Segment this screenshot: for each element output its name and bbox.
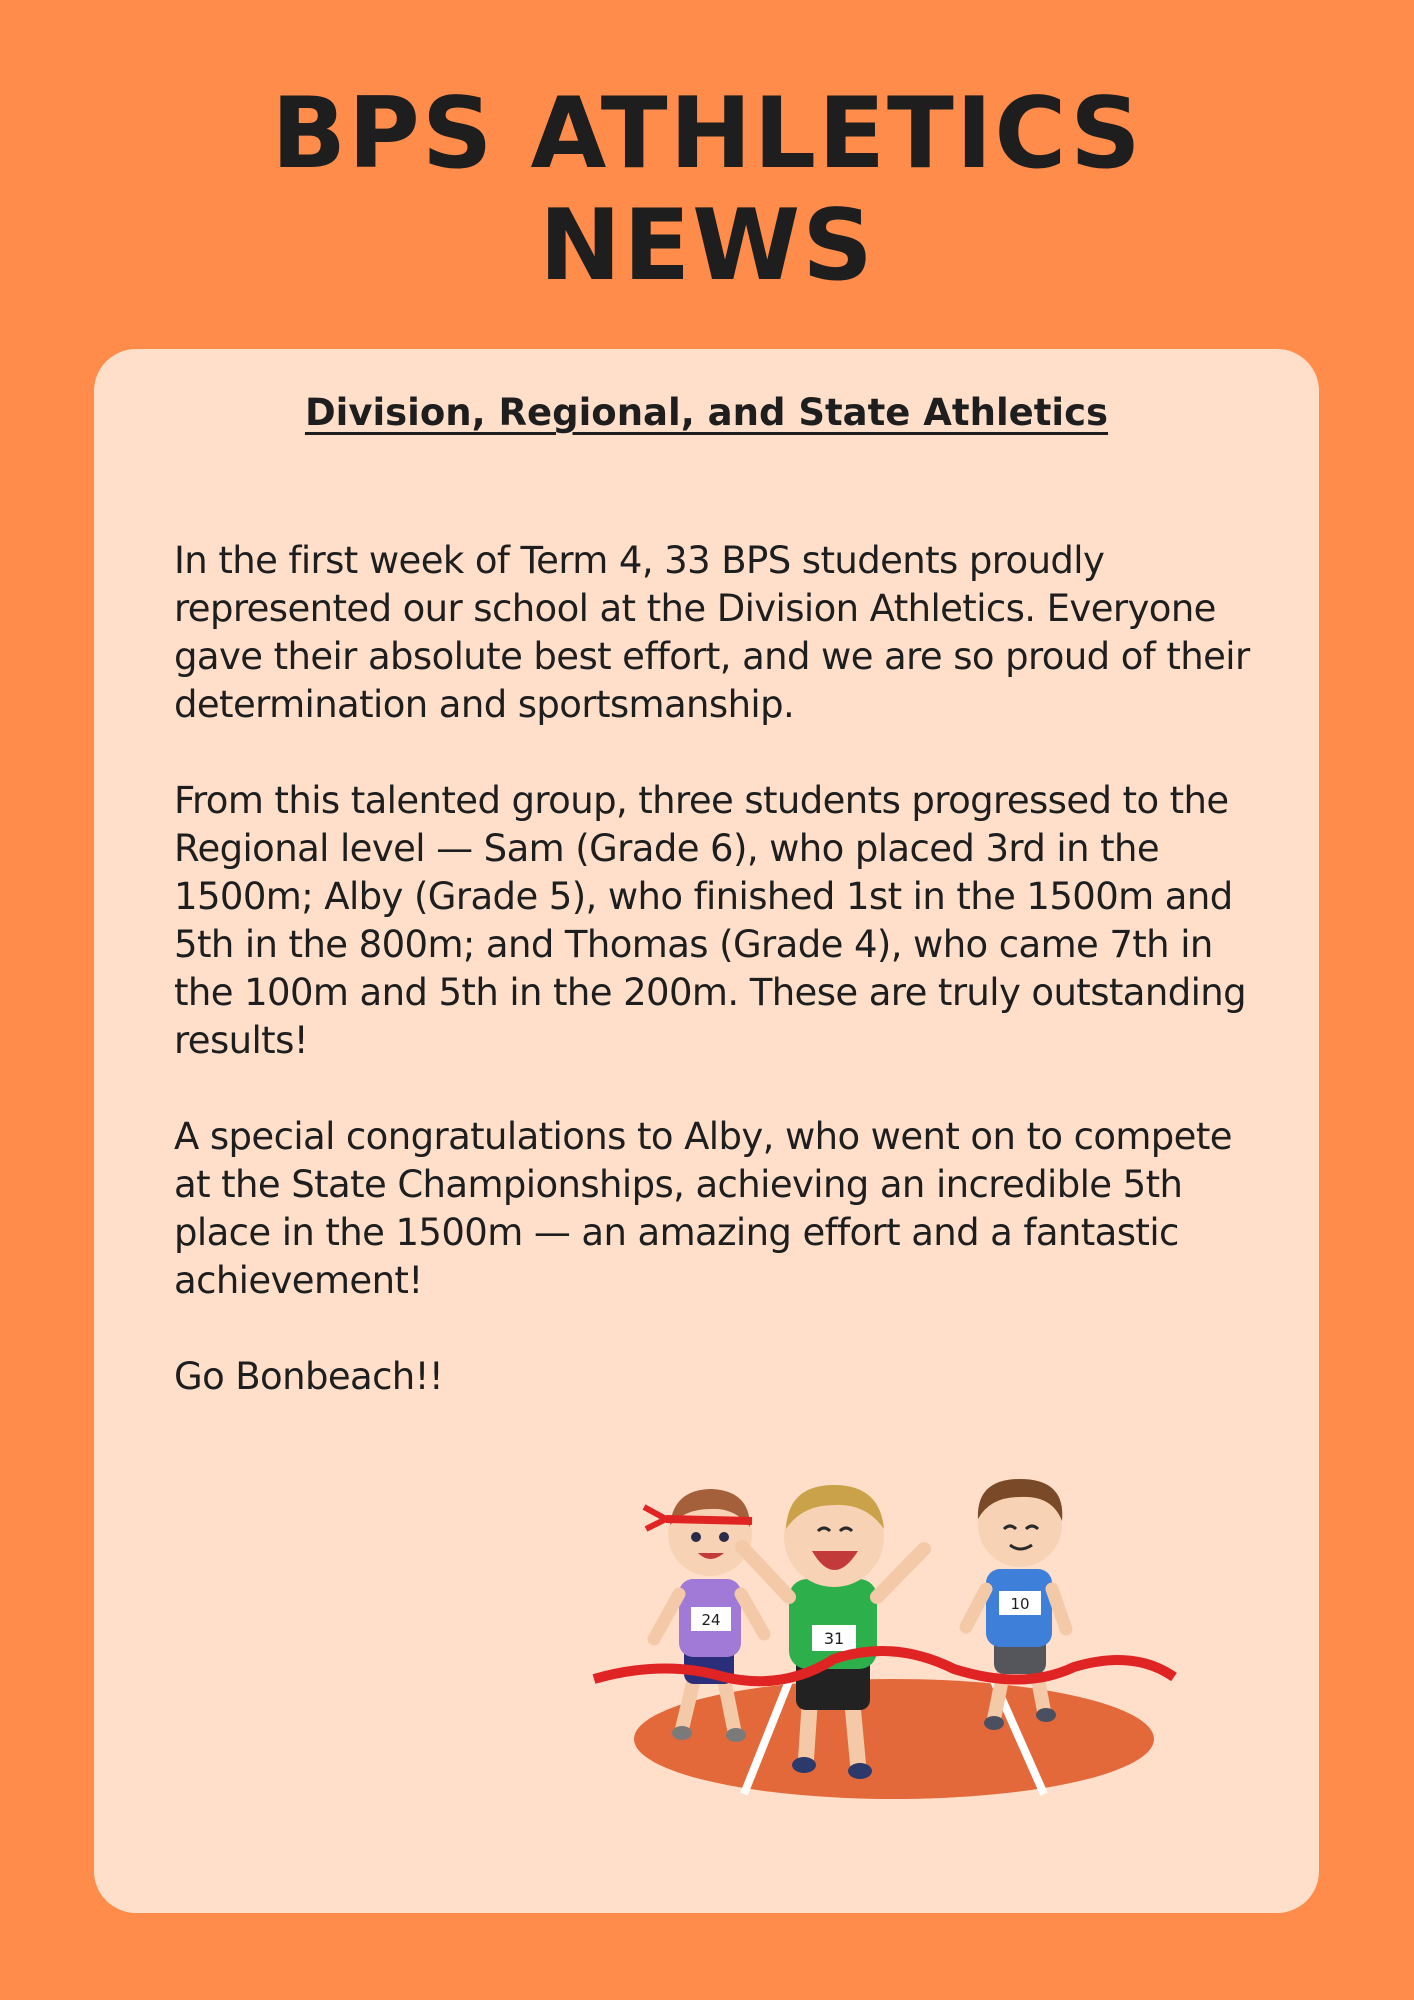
- article-card: [94, 349, 1319, 1913]
- masthead-line-1: BPS ATHLETICS: [271, 77, 1143, 191]
- runners-illustration: [574, 1429, 1194, 1829]
- masthead-title: [0, 78, 1414, 302]
- paragraph-regional: From this talented group, three students progressed to the Regional level — Sam (Grade 6), who placed 3rd in the 1500m; Alby (Grade 5), who finished 1st in the 1500m and 5th in the 800m; and Thomas (Grade 4), who came 7th in the 100m and 5th in the 200m. These are truly outstanding results!: [174, 779, 1247, 1062]
- article-body: [174, 537, 1274, 1449]
- running-track: [634, 1679, 1154, 1799]
- bib-31-label: 31: [823, 1629, 845, 1648]
- paragraph-cheer: Go Bonbeach!!: [174, 1355, 444, 1398]
- masthead-line-2: NEWS: [539, 189, 875, 303]
- paragraph-division: In the first week of Term 4, 33 BPS students proudly represented our school at the Division Athletics. Everyone gave their absolute best effort, and we are so proud of their determination and sportsmanship.: [174, 539, 1250, 726]
- article-heading: Division, Regional, and State Athletics: [304, 391, 1109, 434]
- finish-ribbon: [594, 1651, 1174, 1681]
- paragraph-state: A special congratulations to Alby, who went on to compete at the State Championships, achieving an incredible 5th place in the 1500m — an amazing effort and a fantastic achievement!: [174, 1115, 1232, 1302]
- bib-24-label: 24: [701, 1611, 721, 1629]
- bib-10-label: 10: [1010, 1595, 1030, 1613]
